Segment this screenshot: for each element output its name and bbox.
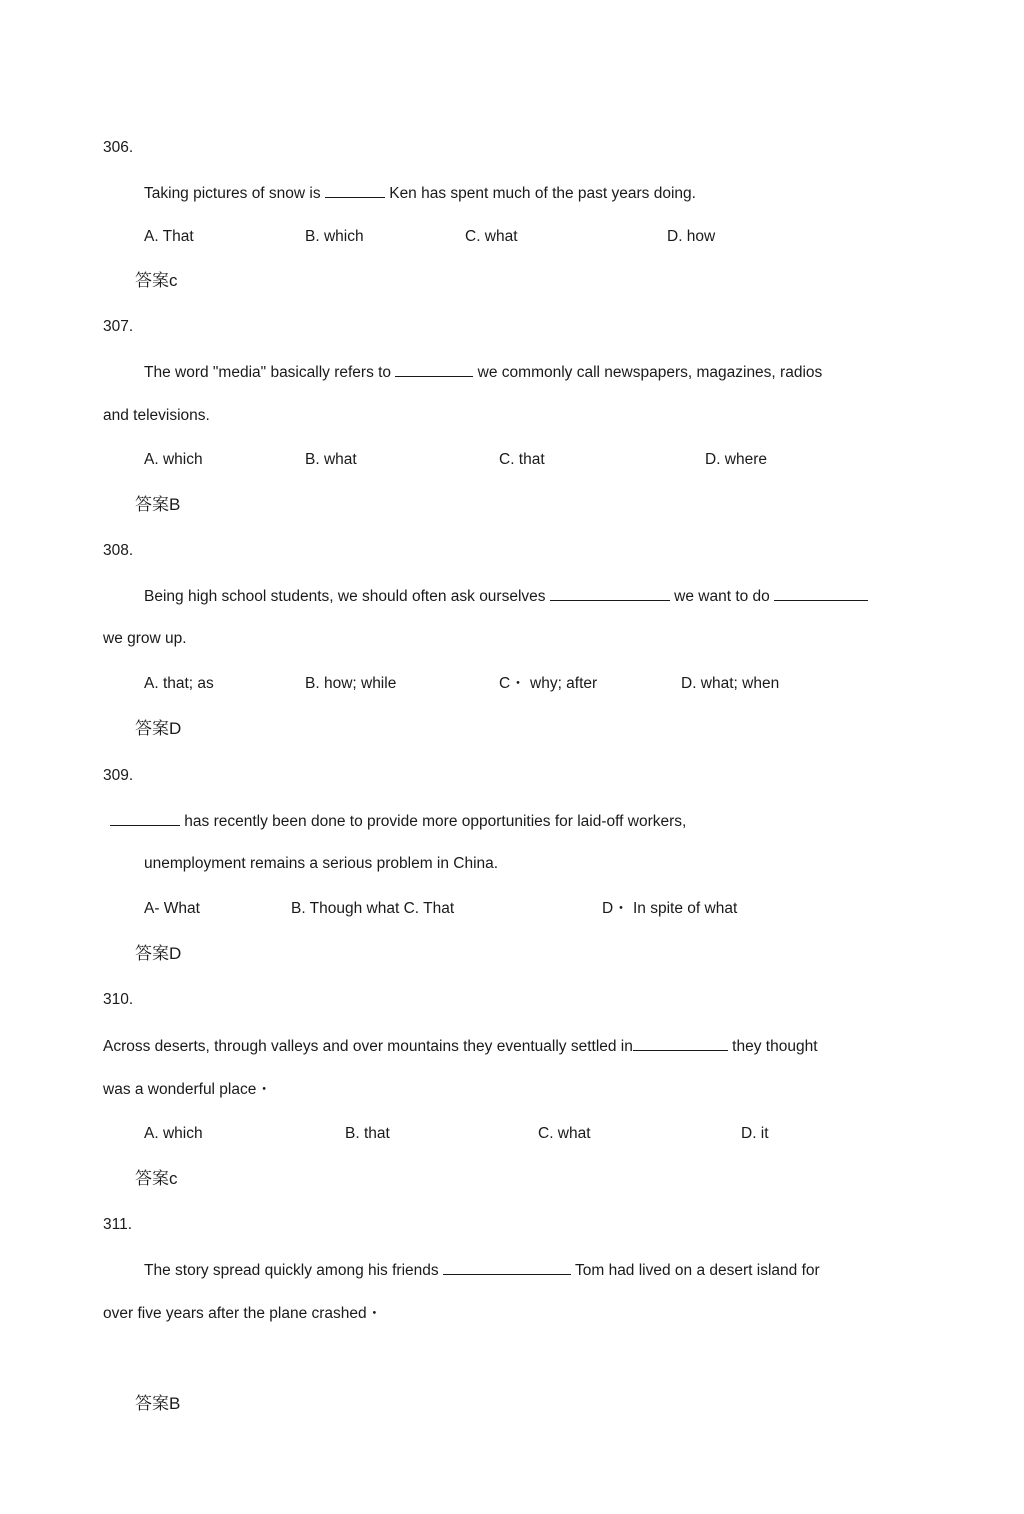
option-b: B. what xyxy=(305,451,357,468)
option-a: A. that; as xyxy=(144,675,214,692)
question-stem-continued: we grow up. xyxy=(103,630,187,647)
answer-key: 答案c xyxy=(135,271,178,290)
question-number: 310. xyxy=(103,991,134,1008)
option-b: B. how; while xyxy=(305,675,397,692)
option-d: D・ In spite of what xyxy=(602,900,738,917)
answer-key: 答案D xyxy=(135,719,182,738)
question-stem xyxy=(110,810,686,832)
option-c: C. that xyxy=(499,451,545,468)
question-stem xyxy=(144,361,822,383)
answer-blank xyxy=(633,1035,728,1051)
answer-blank xyxy=(325,182,385,198)
question-number: 311. xyxy=(103,1216,133,1233)
option-a: A. which xyxy=(144,451,203,468)
question-stem xyxy=(103,1035,818,1057)
stem-text: we want to do xyxy=(669,588,775,605)
stem-text: The story spread quickly among his friends xyxy=(144,1262,443,1279)
stem-text: Ken has spent much of the past years doing. xyxy=(384,185,696,202)
option-d: D. what; when xyxy=(681,675,780,692)
option-a: A. which xyxy=(144,1125,203,1142)
option-a: A- What xyxy=(144,900,200,917)
stem-text: Taking pictures of snow is xyxy=(144,185,325,202)
option-b-c: B. Though what C. That xyxy=(291,900,455,917)
option-c: C. what xyxy=(538,1125,591,1142)
option-d: D. how xyxy=(667,228,716,245)
question-stem xyxy=(144,585,868,607)
stem-text: Across deserts, through valleys and over mountains they eventually settled in xyxy=(103,1038,633,1055)
question-stem-continued: was a wonderful place・ xyxy=(103,1081,272,1098)
option-c: C. what xyxy=(465,228,518,245)
answer-key: 答案B xyxy=(135,1394,181,1413)
stem-text: has recently been done to provide more opportunities for laid-off workers, xyxy=(180,813,687,830)
stem-text: they thought xyxy=(727,1038,818,1055)
question-number: 307. xyxy=(103,318,134,335)
question-stem-continued: and televisions. xyxy=(103,407,210,424)
question-stem xyxy=(144,182,696,204)
option-c: C・ why; after xyxy=(499,675,598,692)
question-number: 309. xyxy=(103,767,134,784)
option-d: D. where xyxy=(705,451,768,468)
option-a: A. That xyxy=(144,228,194,245)
option-b: B. which xyxy=(305,228,364,245)
option-d: D. it xyxy=(741,1125,769,1142)
question-stem xyxy=(144,1259,820,1281)
answer-blank xyxy=(395,361,473,377)
stem-text: The word "media" basically refers to xyxy=(144,364,396,381)
answer-key: 答案D xyxy=(135,944,182,963)
answer-key: 答案B xyxy=(135,495,181,514)
answer-blank xyxy=(443,1259,571,1275)
question-stem-continued: unemployment remains a serious problem in China. xyxy=(144,855,499,872)
stem-text: we commonly call newspapers, magazines, radios xyxy=(473,364,823,381)
answer-blank xyxy=(550,585,670,601)
question-number: 306. xyxy=(103,139,134,156)
answer-key: 答案c xyxy=(135,1169,178,1188)
answer-blank xyxy=(110,810,180,826)
stem-text: Tom had lived on a desert island for xyxy=(570,1262,820,1279)
stem-text: Being high school students, we should often ask ourselves xyxy=(144,588,550,605)
option-b: B. that xyxy=(345,1125,390,1142)
answer-blank xyxy=(774,585,868,601)
question-stem-continued: over five years after the plane crashed・ xyxy=(103,1305,383,1322)
question-number: 308. xyxy=(103,542,134,559)
